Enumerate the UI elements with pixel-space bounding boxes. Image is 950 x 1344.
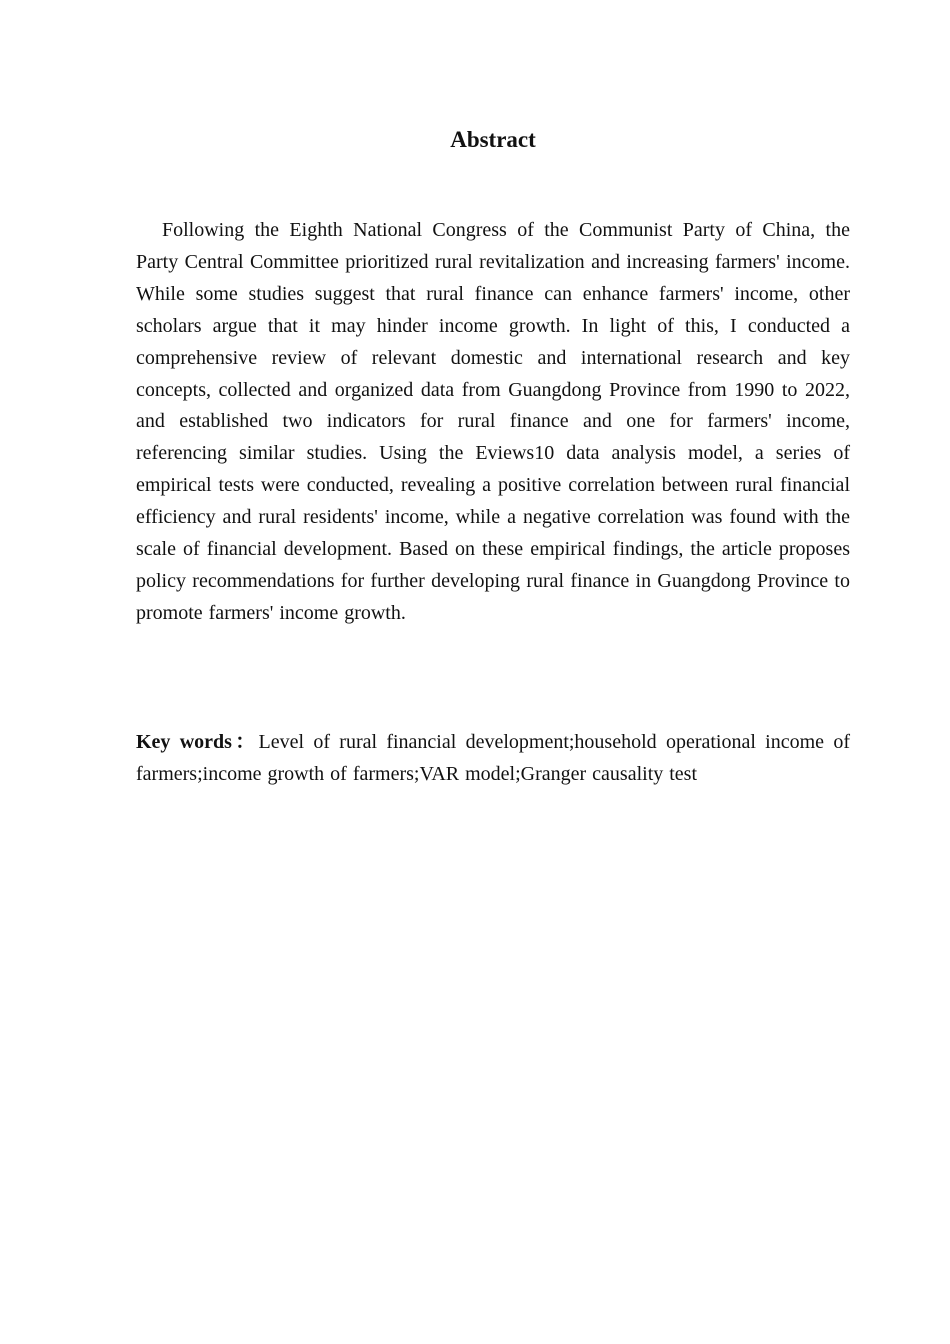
abstract-paragraph: Following the Eighth National Congress of the Communist Party of China, the Party Central Committee prioritized rural revitalization and increasing farmers' income. While some studies suggest that rural finance can enhance farmers' income, other scholars argue that it may hinder income growth. In light of this, I conducted a comprehensive review of relevant domestic and international research and key concepts, collected and organized data from Guangdong Province from 1990 to 2022, and established two indicators for rural finance and one for farmers' income, referencing similar studies. Using the Eviews10 data analysis model, a series of empirical tests were conducted, revealing a positive correlation between rural financial efficiency and rural residents' income, while a negative correlation was found with the scale of financial development. Based on these empirical findings, the article proposes policy recommendations for further developing rural finance in Guangdong Province to promote farmers' income growth.: [136, 219, 850, 624]
keywords-text: Level of rural financial development;household operational income of farmers;income growth of farmers;VAR model;Granger causality test: [136, 731, 850, 785]
abstract-title: Abstract: [450, 127, 536, 152]
keywords-paragraph: [136, 727, 850, 791]
keywords-label: Key words：: [136, 731, 259, 753]
